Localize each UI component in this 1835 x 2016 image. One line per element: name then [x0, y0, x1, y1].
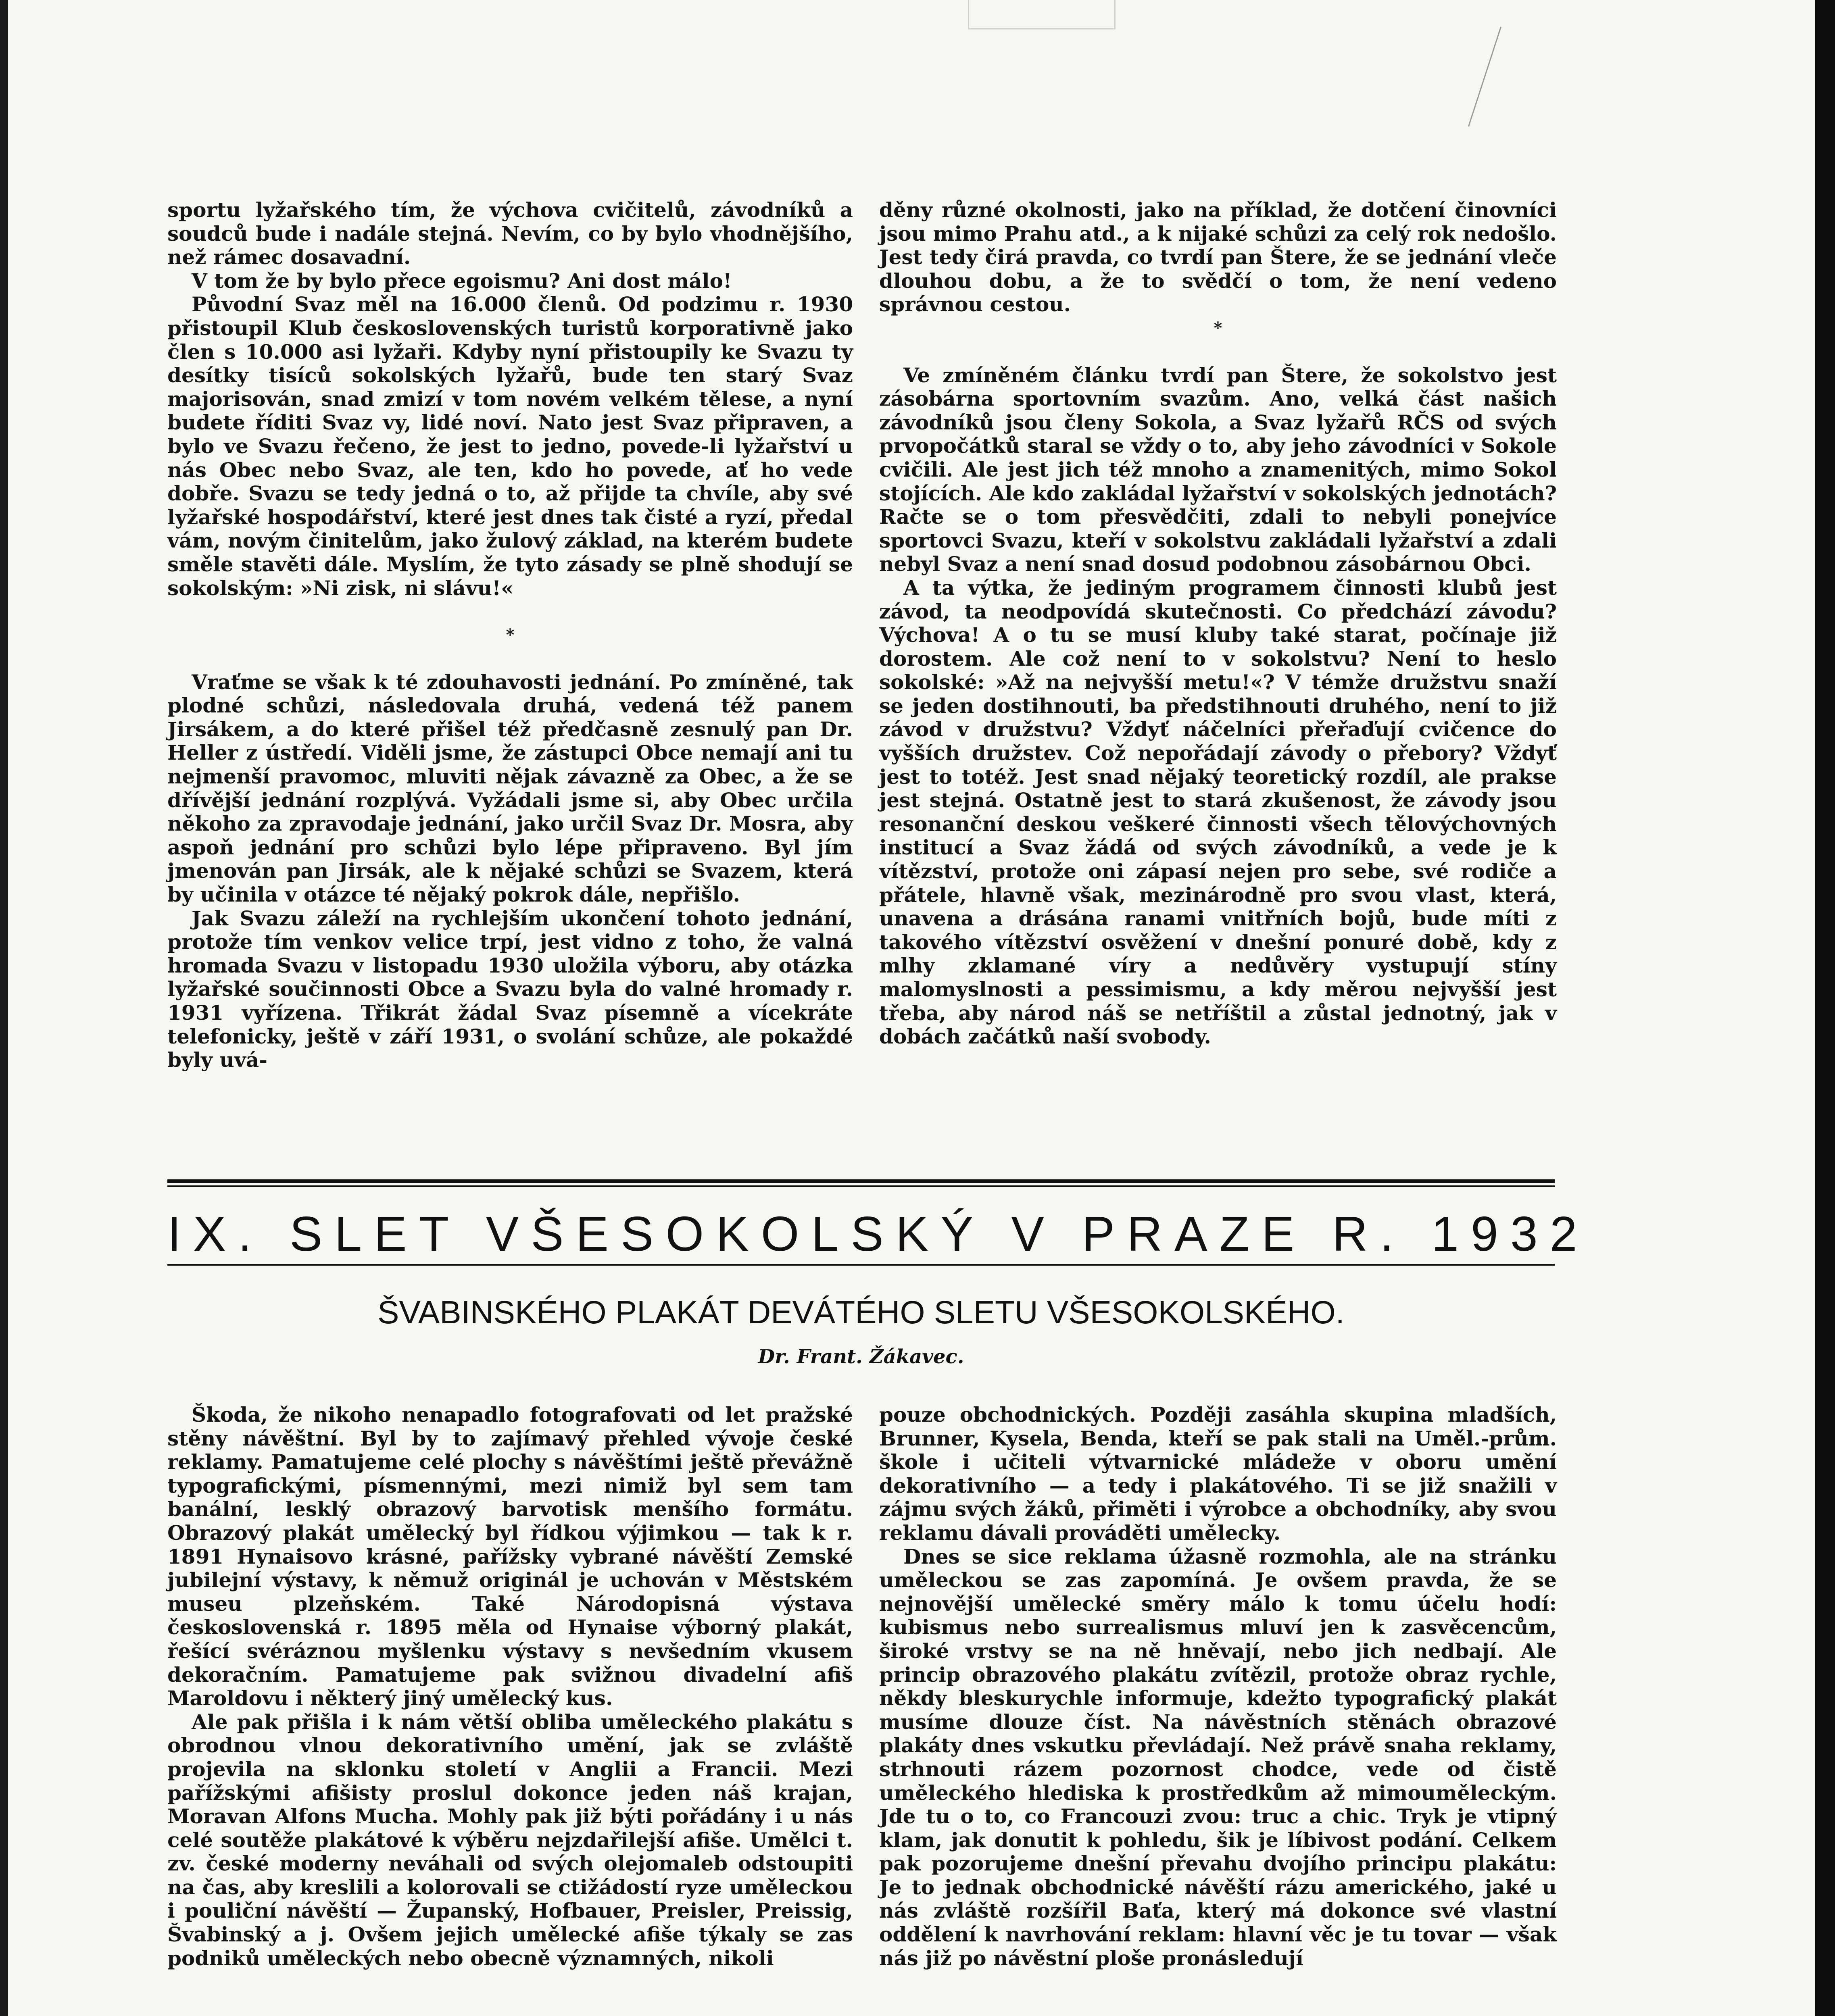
header-rule-bottom	[167, 1264, 1555, 1266]
paragraph: Škoda, že nikoho nenapadlo fotografovati od let pražské stěny návěštní. Byl by to zajímavý přehled vývoje české reklamy. Pamatujeme celé plochy s návěštími ještě převážně typografickými, písmennými, mezi nimiž byl sem tam banální, lesklý obrazový barvotisk menšího formátu. Obrazový plakát umělecký byl řídkou výjimkou — tak k r. 1891 Hynaisovo krásné, pařížsky vybrané návěští Zemské jubilejní výstavy, k němuž originál je uchován v Městském museu plzeňském. Také Národopisná výstava československá r. 1895 měla od Hynaise výborný plakát, řešící svéráznou myšlenku výstavy s nevšedním vkusem dekoračním. Pamatujeme pak svižnou divadelní afiš Maroldovu i některý jiný umělecký kus.	[167, 1403, 853, 1710]
article-title: ŠVABINSKÉHO PLAKÁT DEVÁTÉHO SLETU VŠESOKOLSKÉHO.	[377, 1294, 1345, 1330]
article-author: Dr. Frant. Žákavec.	[758, 1345, 964, 1368]
paragraph: V tom že by bylo přece egoismu? Ani dost málo!	[192, 269, 732, 293]
archive-stamp	[968, 0, 1116, 29]
magazine-page	[8, 0, 1815, 2016]
paragraph: Dnes se sice reklama úžasně rozmohla, ale na stránku uměleckou se zas zapomíná. Je ovšem pravda, že se nejnovější umělecké směry málo k tomu účelu hodí: kubismus nebo surrealismus mluví jen k zasvěcencům, široké vrstvy se na ně hněvají, nebo jich nedbají. Ale princip obrazového plakátu zvítězil, protože obraz rychle, někdy bleskurychle informuje, kdežto typografický plakát musíme dlouze číst. Na návěstních stěnách obrazové plakáty dnes vskutku převládají. Než právě snaha reklamy, strhnouti rázem pozornost chodce, vede od čistě uměleckého hlediska k prostředkům až mimouměleckým. Jde tu o to, co Francouzi zvou: truc a chic. Tryk je vtipný klam, jak donutit k pohledu, šik je líbivost podání. Celkem pak pozorujeme dnešní převahu dvojího principu plakátu: Je to jednak obchodnické návěští rázu amerického, jaké u nás zvláště rozšířil Baťa, který má dokonce své vlastní oddělení k navrhování reklam: hlavní věc je tu tovar — však nás již po návěstní ploše pronásledují	[879, 1544, 1557, 1970]
top-left-column	[167, 198, 853, 1072]
paragraph: Ale pak přišla i k nám větší obliba uměleckého plakátu s obrodnou vlnou dekorativního umění, jak se zvláště projevila na sklonku století v Anglii a Francii. Mezi pařížskými afišisty proslul dokonce jeden náš krajan, Moravan Alfons Mucha. Mohly pak již býti pořádány i u nás celé soutěže plakátové k výběru nejzdařilejší afiše. Umělci t. zv. české moderny neváhali od svých olejomaleb odstoupiti na čas, aby kreslili a kolorovali se ctižádostí ryze uměleckou i pouliční návěští — Županský, Hofbauer, Preisler, Preissig, Švabinský a j. Ovšem jejich umělecké afiše týkaly se zas podniků uměleckých nebo obecně významných, nikoli	[167, 1710, 853, 1970]
bottom-right-column	[879, 1403, 1557, 1970]
section-separator: *	[1214, 318, 1222, 337]
paragraph: sportu lyžařského tím, že výchova cvičitelů, závodníků a soudců bude i nadále stejná. Nevím, co by bylo vhodnějšího, než rámec dosavadní.	[167, 198, 853, 269]
paragraph: pouze obchodnických. Později zasáhla skupina mladších, Brunner, Kysela, Benda, kteří se pak stali na Uměl.-prům. škole i učiteli výtvarnické mládeže v oboru umění dekorativního — a tedy i plakátového. Ti se již snažili v zájmu svých žáků, přiměti i výrobce a obchodníky, aby svou reklamu dávali prováděti umělecky.	[879, 1403, 1557, 1545]
section-separator: *	[506, 625, 515, 645]
paragraph: Původní Svaz měl na 16.000 členů. Od podzimu r. 1930 přistoupil Klub československých turistů korporativně jako člen s 10.000 asi lyžaři. Kdyby nyní přistoupily ke Svazu ty desítky tisíců sokolských lyžařů, bude ten starý Svaz majorisován, snad zmizí v tom novém velkém tělese, a nyní budete říditi Svaz vy, lidé noví. Nato jest Svaz připraven, a bylo ve Svazu řečeno, že jest to jedno, povede-li lyžařství u nás Obec nebo Svaz, ale ten, kdo ho povede, ať ho vede dobře. Svazu se tedy jedná o to, až přijde ta chvíle, aby své lyžařské hospodářství, které jest dnes tak čisté a ryzí, předal vám, novým činitelům, jako žulový základ, na kterém budete směle stavěti dále. Myslím, že tyto zásady se plně shodují se sokolským: »Ni zisk, ni slávu!«	[167, 292, 853, 600]
section-title: IX. SLET VŠESOKOLSKÝ V PRAZE R. 1932	[167, 1206, 1589, 1261]
paragraph: A ta výtka, že jediným programem činnosti klubů jest závod, ta neodpovídá skutečnosti. Co předchází závodu? Výchova! A o tu se musí kluby také starat, počínaje již dorostem. Ale což není to v sokolstvu? Není to heslo sokolské: »Až na nejvyšší metu!«? V témže družstvu snaží se jeden dostihnouti, ba předstihnouti druhého, není to již závod v družstvu? Vždyť náčelníci přeřaďují cvičence do vyšších družstev. Což nepořádají závody o přebory? Vždyť jest to totéž. Jest snad nějaký teoretický rozdíl, ale prakse jest stejná. Ostatně jest to stará zkušenost, že závody jsou resonanční deskou veškeré činnosti všech tělovýchovných institucí a Svaz žádá od svých závodníků, a vede je k vítězství, protože oni zápasí nejen pro sebe, své rodiče a přátele, hlavně však, mezinárodně pro svou vlast, která, unavena a drásána ranami vnitřních bojů, bude míti z takového vítězství osvěžení v dnešní ponuré době, kdy z mlhy zklamané víry a nedůvěry vystupují stíny malomyslnosti a pessimismu, a kdy měrou nejvyšší jest třeba, aby národ náš se netříštil a zůstal jednotný, jak v dobách začátků naší svobody.	[879, 575, 1557, 1049]
bottom-left-column	[167, 1403, 853, 1970]
header-rule-top	[167, 1179, 1555, 1183]
top-right-column	[879, 198, 1557, 1049]
scan-artifact	[1468, 27, 1501, 127]
paragraph: děny různé okolnosti, jako na příklad, že dotčení činovníci jsou mimo Prahu atd., a k nijaké schůzi za celý rok nedošlo. Jest tedy čirá pravda, co tvrdí pan Štere, že se jednání vleče dlouhou dobu, a že to svědčí o tom, že není vedeno správnou cestou.	[879, 198, 1557, 317]
paragraph: Ve zmíněném článku tvrdí pan Štere, že sokolstvo jest zásobárna sportovním svazům. Ano, velká část našich závodníků jsou členy Sokola, a Svaz lyžařů RČS od svých prvopočátků staral se vždy o to, aby jeho závodníci v Sokole cvičili. Ale jest jich též mnoho a znamenitých, mimo Sokol stojících. Ale kdo zakládal lyžařství v sokolských jednotách? Račte se o tom přesvědčiti, zdali to nebyli ponejvíce sportovci Svazu, kteří v sokolstvu zakládali lyžařství a zdali nebyl Svaz a není snad dosud podobnou zásobárnou Obci.	[879, 363, 1557, 576]
header-rule-top-thin	[167, 1185, 1555, 1187]
paragraph: Jak Svazu záleží na rychlejším ukončení tohoto jednání, protože tím venkov velice trpí, jest vidno z toho, že valná hromada Svazu v listopadu 1930 uložila výboru, aby otázka lyžařské součinnosti Obce a Svazu byla do valné hromady r. 1931 vyřízena. Třikrát žádal Svaz písemně a vícekráte telefonicky, ještě v září 1931, o svolání schůze, ale pokaždé byly uvá-	[167, 906, 853, 1072]
scan-edge	[1815, 0, 1835, 2016]
paragraph: Vraťme se však k té zdouhavosti jednání. Po zmíněné, tak plodné schůzi, následovala druhá, vedená též panem Jirsákem, a do které přišel též předčasně zesnulý pan Dr. Heller z ústředí. Viděli jsme, že zástupci Obce nemají ani tu nejmenší pravomoc, mluviti nějak závazně za Obec, a že se dřívější jednání rozplývá. Vyžádali jsme si, aby Obec určila někoho za zpravodaje jednání, jako určil Svaz Dr. Mosra, aby aspoň jednání pro schůzi bylo lépe připraveno. Byl jím jmenován pan Jirsák, ale k nějaké schůzi se Svazem, která by učinila v otázce té nějaký pokrok dále, nepřišlo.	[167, 670, 853, 907]
